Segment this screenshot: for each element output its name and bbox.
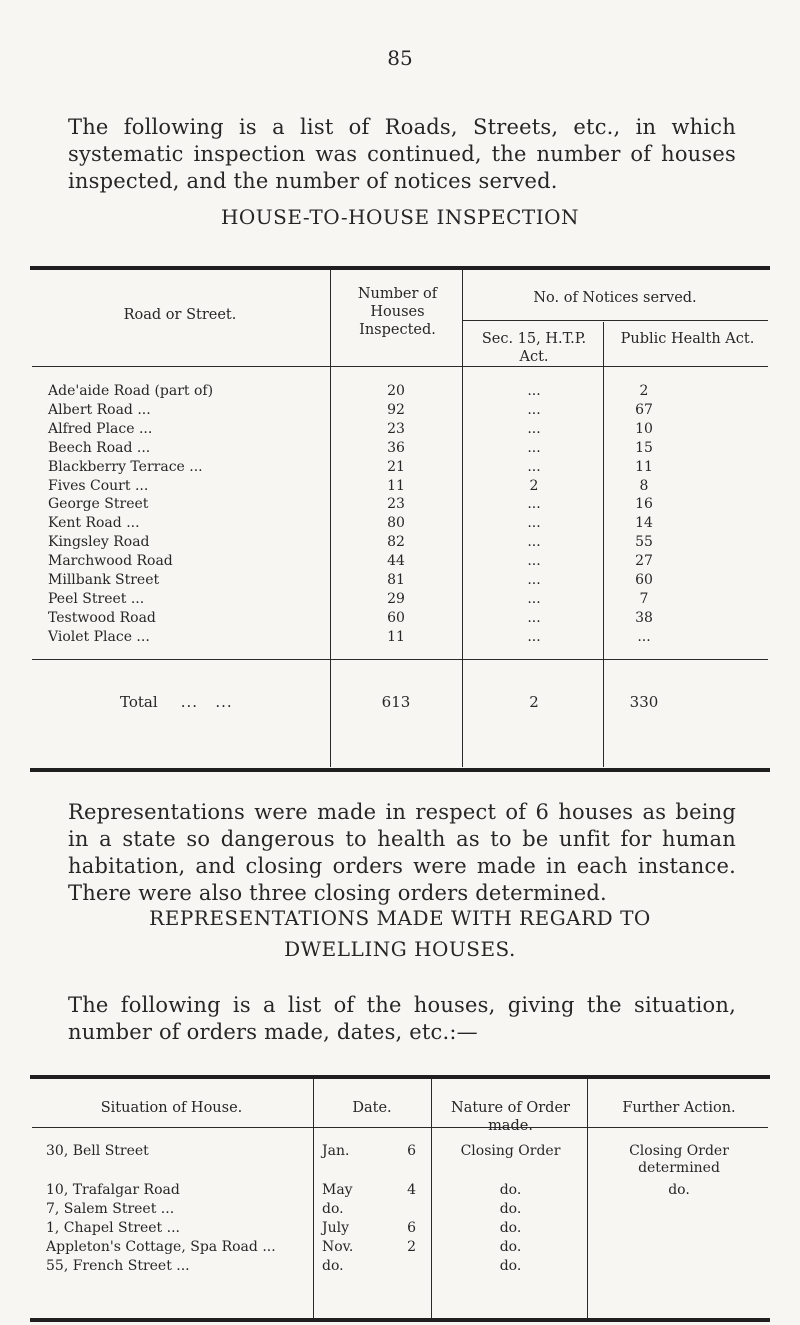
nature-of-order: do.	[499, 1239, 522, 1255]
public-health-notices: 2	[639, 383, 649, 399]
header-public-health: Public Health Act.	[620, 331, 755, 347]
nature-of-order: do.	[499, 1201, 522, 1217]
header-further: Further Action.	[622, 1100, 736, 1116]
header-date: Date.	[352, 1100, 392, 1116]
nature-of-order: Closing Order	[460, 1143, 561, 1159]
date-month: do.	[322, 1258, 344, 1274]
column-divider	[431, 1079, 432, 1319]
orders-header-rule	[32, 1127, 768, 1128]
situation: 55, French Street ...	[46, 1258, 190, 1274]
orders-top-rule	[30, 1075, 770, 1079]
sec15-notices: ...	[527, 534, 541, 550]
sec15-notices: ...	[527, 440, 541, 456]
sec15-notices: ...	[527, 402, 541, 418]
further-action: do.	[668, 1182, 690, 1198]
public-health-notices: 15	[635, 440, 653, 456]
road-name: Testwood Road	[48, 610, 156, 626]
road-name: Ade'aide Road (part of)	[48, 383, 214, 399]
road-name: Alfred Place ...	[48, 421, 153, 437]
situation: 7, Salem Street ...	[46, 1201, 175, 1217]
date-month: Nov.	[322, 1239, 354, 1255]
houses-inspected: 23	[387, 421, 405, 437]
intro-paragraph: The following is a list of Roads, Streets, etc., in which systematic inspection was continued, the number of houses inspected, and the number of notices served.	[68, 115, 736, 193]
road-name: Beech Road ...	[48, 440, 151, 456]
road-name: Fives Court ...	[48, 478, 149, 494]
road-name: Kingsley Road	[48, 534, 150, 550]
list-intro-paragraph: The following is a list of the houses, giving the situation, number of orders made, dates, etc.:—	[68, 993, 736, 1044]
sec15-notices: 2	[529, 478, 539, 494]
road-name: Kent Road ...	[48, 515, 140, 531]
public-health-notices: 16	[635, 496, 653, 512]
sec15-notices: ...	[527, 515, 541, 531]
public-health-notices: 10	[635, 421, 653, 437]
representations-heading-line2: DWELLING HOUSES.	[284, 937, 516, 961]
header-road: Road or Street.	[123, 307, 237, 323]
public-health-notices: ...	[637, 629, 651, 645]
header-houses: Number of Houses Inspected.	[357, 286, 438, 338]
sec15-notices: ...	[527, 496, 541, 512]
header-situation: Situation of House.	[100, 1100, 243, 1116]
nature-of-order: do.	[499, 1220, 522, 1236]
road-name: Millbank Street	[48, 572, 160, 588]
total-label: Total ... ...	[120, 693, 233, 711]
nature-of-order: do.	[499, 1258, 522, 1274]
date-month: do.	[322, 1201, 344, 1217]
public-health-notices: 60	[635, 572, 653, 588]
public-health-notices: 11	[635, 459, 653, 475]
road-name: Blackberry Terrace ...	[48, 459, 203, 475]
public-health-notices: 7	[639, 591, 649, 607]
table-top-rule	[30, 266, 770, 270]
situation: 1, Chapel Street ...	[46, 1220, 180, 1236]
header-sec15: Sec. 15, H.T.P. Act.	[481, 331, 587, 365]
houses-inspected: 92	[387, 402, 405, 418]
total-rule	[32, 659, 768, 660]
situation: 30, Bell Street	[46, 1143, 149, 1159]
public-health-notices: 14	[635, 515, 653, 531]
houses-inspected: 21	[387, 459, 405, 475]
inspection-heading: HOUSE-TO-HOUSE INSPECTION	[220, 205, 580, 229]
public-health-notices: 8	[639, 478, 649, 494]
houses-inspected: 11	[387, 629, 405, 645]
road-name: Violet Place ...	[48, 629, 150, 645]
public-health-notices: 55	[635, 534, 653, 550]
road-name: George Street	[48, 496, 149, 512]
header-sub-rule	[462, 320, 768, 321]
column-divider	[603, 322, 604, 767]
further-action: Closing Order determined	[629, 1143, 729, 1176]
public-health-notices: 38	[635, 610, 653, 626]
road-name: Marchwood Road	[48, 553, 173, 569]
total-houses: 613	[381, 693, 411, 711]
orders-bottom-rule	[30, 1318, 770, 1322]
road-name: Peel Street ...	[48, 591, 145, 607]
sec15-notices: ...	[527, 459, 541, 475]
column-divider	[330, 270, 331, 767]
sec15-notices: ...	[527, 629, 541, 645]
houses-inspected: 29	[387, 591, 405, 607]
date-day: 6	[407, 1220, 416, 1236]
date-month: May	[322, 1182, 353, 1198]
representations-paragraph: Representations were made in respect of 6 houses as being in a state so dangerous to health as to be unfit for human habitation, and closing orders were made in each instance. There were also three closing orders determined.	[68, 800, 736, 905]
houses-inspected: 60	[387, 610, 405, 626]
header-bottom-rule	[32, 366, 768, 367]
table-bottom-rule	[30, 768, 770, 772]
date-month: Jan.	[322, 1143, 350, 1159]
houses-inspected: 20	[387, 383, 405, 399]
header-nature: Nature of Order made.	[451, 1100, 570, 1134]
sec15-notices: ...	[527, 572, 541, 588]
situation: Appleton's Cottage, Spa Road ...	[46, 1239, 276, 1255]
column-divider	[462, 270, 463, 767]
houses-inspected: 23	[387, 496, 405, 512]
date-day: 6	[407, 1143, 416, 1159]
sec15-notices: ...	[527, 610, 541, 626]
header-notices: No. of Notices served.	[533, 290, 697, 306]
page-number: 85	[387, 46, 413, 70]
date-day: 4	[407, 1182, 416, 1198]
houses-inspected: 82	[387, 534, 405, 550]
public-health-notices: 67	[635, 402, 653, 418]
road-name: Albert Road ...	[48, 402, 151, 418]
situation: 10, Trafalgar Road	[46, 1182, 180, 1198]
houses-inspected: 36	[387, 440, 405, 456]
sec15-notices: ...	[527, 421, 541, 437]
houses-inspected: 11	[387, 478, 405, 494]
column-divider	[587, 1079, 588, 1319]
date-month: July	[322, 1220, 350, 1236]
public-health-notices: 27	[635, 553, 653, 569]
sec15-notices: ...	[527, 591, 541, 607]
houses-inspected: 81	[387, 572, 405, 588]
houses-inspected: 80	[387, 515, 405, 531]
sec15-notices: ...	[527, 553, 541, 569]
total-sec15: 2	[529, 693, 539, 711]
representations-heading-line1: REPRESENTATIONS MADE WITH REGARD TO	[149, 906, 651, 930]
total-public-health: 330	[629, 693, 659, 711]
nature-of-order: do.	[499, 1182, 522, 1198]
date-day: 2	[407, 1239, 416, 1255]
sec15-notices: ...	[527, 383, 541, 399]
houses-inspected: 44	[387, 553, 405, 569]
